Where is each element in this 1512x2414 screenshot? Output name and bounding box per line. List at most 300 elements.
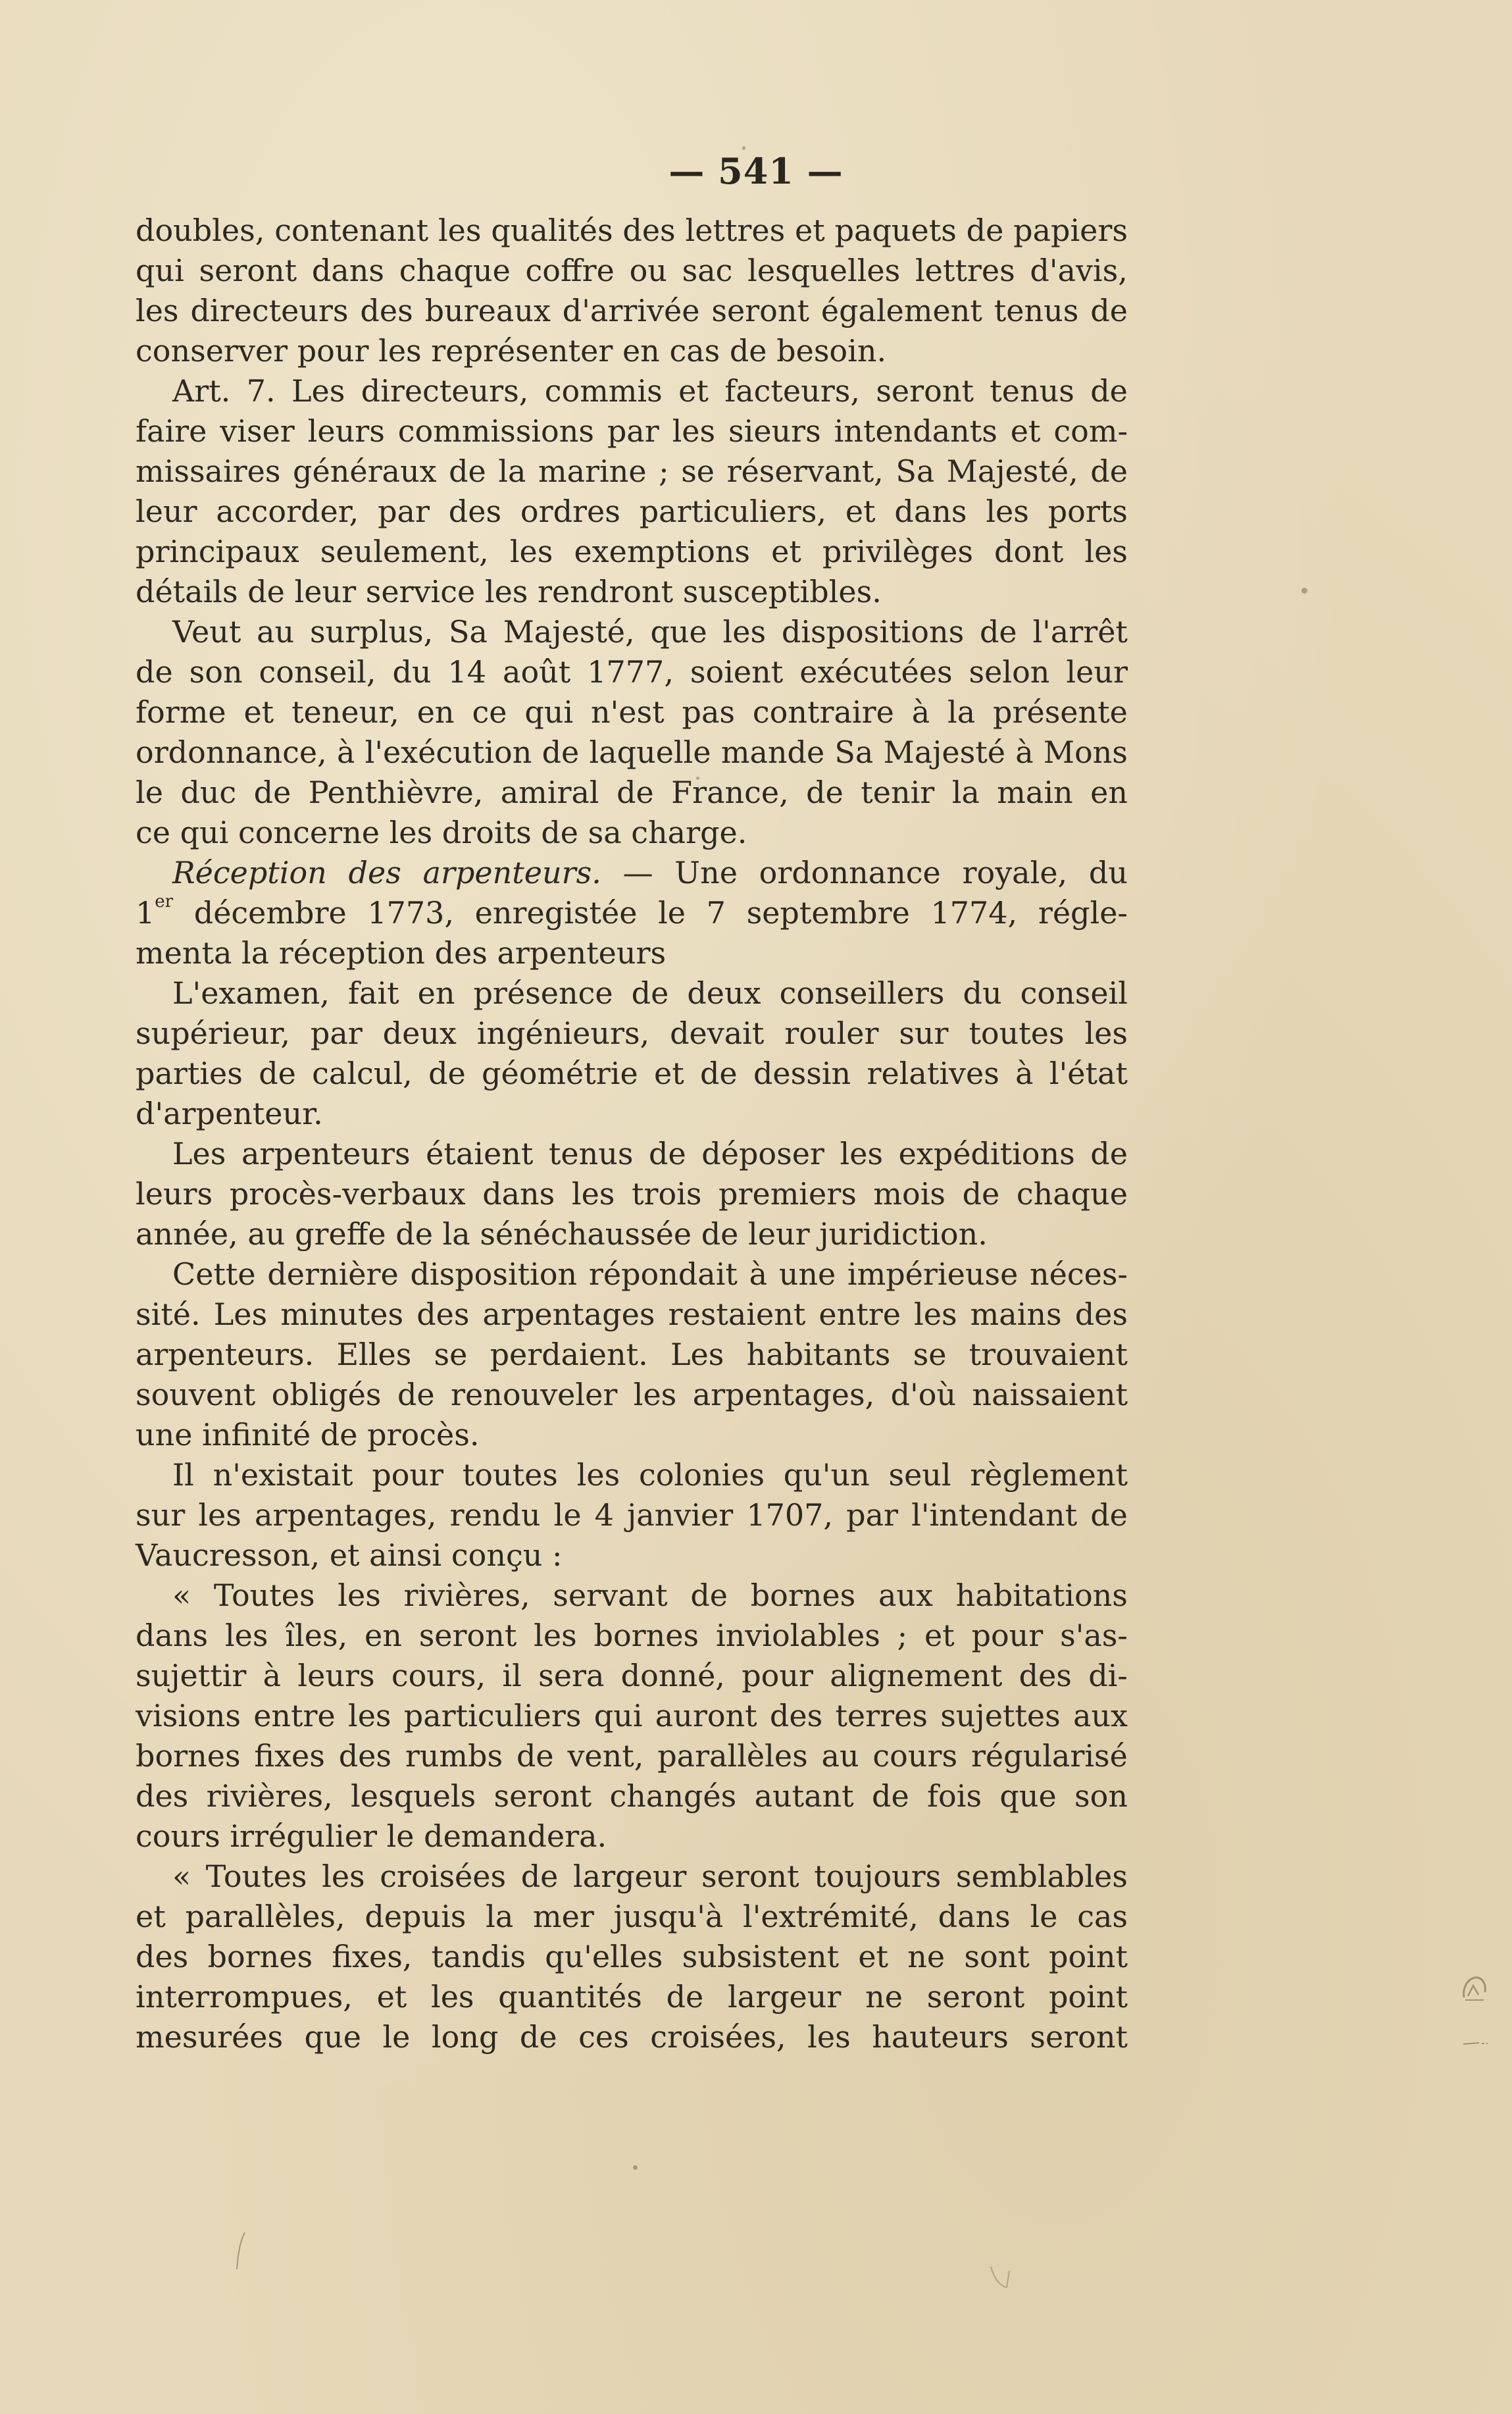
- word: cours,: [391, 1658, 486, 1693]
- text-line: [136, 251, 1128, 291]
- word: en: [417, 975, 455, 1011]
- word: procès-verbaux: [229, 1176, 466, 1212]
- word: leur: [748, 1216, 810, 1252]
- word: leur: [294, 574, 357, 609]
- text-line: [136, 813, 1128, 853]
- word: que: [650, 614, 707, 650]
- text-line: [136, 1696, 1128, 1736]
- text-line: [136, 973, 1128, 1014]
- word: une: [778, 1256, 836, 1292]
- word: missaires: [136, 453, 281, 489]
- word: de: [979, 614, 1017, 650]
- word: en: [416, 694, 455, 730]
- word: fait: [347, 975, 399, 1011]
- word: les: [378, 333, 422, 369]
- word: bornes: [593, 1618, 699, 1653]
- text-line: [136, 371, 1128, 411]
- word: marine: [538, 453, 647, 489]
- page-number: — 541 —: [668, 150, 844, 192]
- paper-speck: [633, 2165, 638, 2170]
- word: également: [820, 293, 982, 328]
- word: par: [310, 1015, 363, 1051]
- word: 1774,: [930, 895, 1018, 931]
- text-line: [136, 411, 1128, 451]
- text-line: [136, 451, 1128, 492]
- word: qui: [524, 694, 574, 730]
- word: habitations: [955, 1578, 1128, 1613]
- word: rumbs: [405, 1738, 503, 1774]
- word: ports: [1047, 494, 1128, 529]
- word: seront: [1030, 2019, 1128, 2055]
- word: d'avis,: [1030, 253, 1128, 288]
- word: toutes: [462, 1457, 558, 1493]
- word: —: [622, 855, 653, 890]
- word: l'état: [1049, 1056, 1128, 1091]
- word: pas: [682, 694, 735, 730]
- word: les: [1084, 1015, 1128, 1051]
- word: directeurs,: [361, 373, 529, 409]
- word: leurs: [297, 1658, 375, 1693]
- word: naissaient: [972, 1377, 1128, 1412]
- word: dernière: [267, 1256, 399, 1292]
- word: leur: [136, 494, 197, 529]
- word: leurs: [136, 1176, 213, 1212]
- word: Penthièvre,: [308, 775, 484, 810]
- word: de: [966, 213, 1004, 248]
- word: le: [136, 775, 163, 810]
- word: forme: [136, 694, 226, 730]
- word: et: [771, 534, 801, 569]
- text-line: [136, 211, 1128, 251]
- word: la: [498, 453, 526, 489]
- word: de: [1090, 453, 1128, 489]
- word: de: [1090, 293, 1128, 328]
- word: les: [840, 1136, 884, 1171]
- word: mois: [873, 1176, 946, 1212]
- word: croisées,: [650, 2019, 786, 2055]
- word: pour: [372, 1457, 444, 1493]
- text-line: [136, 331, 1128, 371]
- word: de: [395, 1216, 433, 1252]
- word: 1er: [136, 892, 174, 931]
- word: de: [631, 975, 669, 1011]
- word: bornes: [750, 1578, 856, 1613]
- word: le: [1030, 1899, 1058, 1934]
- word: Les: [213, 1297, 268, 1332]
- word: 7: [706, 895, 726, 931]
- word: de: [729, 333, 767, 369]
- word: en: [365, 1618, 402, 1653]
- word: conseillers: [779, 975, 945, 1011]
- word: des: [136, 1939, 189, 1974]
- word: seront: [199, 253, 297, 288]
- word: du: [392, 654, 432, 690]
- word: les: [534, 1618, 577, 1653]
- word: la: [947, 694, 976, 730]
- text-line: [136, 1535, 1128, 1576]
- word: 4: [594, 1497, 614, 1533]
- text-line: [136, 572, 1128, 612]
- word: cas: [669, 333, 720, 369]
- word: France,: [671, 775, 789, 810]
- word: directeurs: [190, 293, 349, 328]
- word: à: [1015, 734, 1034, 770]
- text-line: [136, 1857, 1128, 1897]
- word: de: [516, 1738, 554, 1774]
- word: tenus: [548, 1136, 634, 1171]
- word: ces: [578, 2019, 629, 2055]
- word: facteurs,: [724, 373, 860, 409]
- word: arpentages: [482, 1297, 655, 1332]
- word: rendront: [538, 574, 674, 609]
- word: point: [1048, 1979, 1128, 2015]
- word: présente: [993, 694, 1128, 730]
- word: deux: [687, 975, 761, 1011]
- word: trouvaient: [969, 1337, 1128, 1372]
- word: Il: [172, 1457, 194, 1493]
- word: ce: [472, 694, 507, 730]
- word: relatives: [867, 1056, 999, 1091]
- paper-speck: [1301, 588, 1307, 594]
- word: toujours: [814, 1859, 942, 1894]
- word: di-: [1088, 1658, 1128, 1693]
- word: de: [519, 2019, 557, 2055]
- word: l'intendant: [911, 1497, 1078, 1533]
- word: mande: [720, 734, 825, 770]
- word: d'où: [890, 1377, 957, 1412]
- word: Cette: [172, 1256, 256, 1292]
- word: ;: [897, 1618, 908, 1653]
- paper-scratch-icon: [987, 2264, 1013, 2290]
- word: seul: [888, 1457, 951, 1493]
- word: arpentages,: [692, 1377, 875, 1412]
- word: mer: [533, 1899, 594, 1934]
- word: rouler: [784, 1015, 879, 1051]
- word: menta: [136, 935, 232, 971]
- word: sur: [899, 1015, 949, 1051]
- word: premiers: [718, 1176, 857, 1212]
- word: demandera.: [424, 1818, 607, 1854]
- text-line: [136, 1656, 1128, 1696]
- word: de: [666, 1979, 704, 2015]
- word: intendants: [834, 413, 997, 449]
- text-line: [136, 1816, 1128, 1857]
- word: il: [502, 1658, 522, 1693]
- word: de: [806, 775, 844, 810]
- word: arpenteurs.: [136, 1337, 315, 1372]
- word: la: [951, 775, 980, 810]
- word: royale,: [962, 855, 1068, 890]
- word: de: [253, 775, 291, 810]
- word: des: [434, 935, 488, 971]
- word: et: [845, 494, 876, 529]
- word: tenus: [990, 373, 1074, 409]
- word: les: [224, 1618, 268, 1653]
- text-line: [136, 853, 1128, 893]
- text-line: [136, 732, 1128, 773]
- word: entre: [253, 1698, 336, 1733]
- word: de: [247, 574, 285, 609]
- word: îles,: [285, 1618, 348, 1653]
- word: entre: [819, 1297, 901, 1332]
- word: les: [914, 1297, 957, 1332]
- word: de: [1090, 1497, 1128, 1533]
- word: amiral: [500, 775, 599, 810]
- word: long: [431, 2019, 499, 2055]
- word: terres: [835, 1698, 928, 1733]
- text-line: [136, 1455, 1128, 1495]
- word: les: [431, 1979, 474, 2015]
- word: conseil,: [259, 654, 376, 690]
- word: en: [622, 333, 660, 369]
- word: une: [136, 1417, 193, 1452]
- word: des: [136, 1778, 189, 1814]
- word: Veut: [172, 614, 241, 650]
- word: fois: [927, 1778, 982, 1814]
- word: dans: [136, 1618, 209, 1653]
- word: changés: [609, 1778, 737, 1814]
- word: vent,: [567, 1738, 644, 1774]
- word: réservant,: [726, 453, 884, 489]
- word: sont: [964, 1939, 1030, 1974]
- word: se: [434, 1337, 468, 1372]
- word: fixes: [254, 1738, 325, 1774]
- word: Elles: [336, 1337, 412, 1372]
- word: ordonnance: [759, 855, 941, 890]
- word: juridiction.: [819, 1216, 988, 1252]
- word: greffe: [295, 1216, 386, 1252]
- word: et: [858, 1939, 889, 1974]
- body-text: [136, 211, 1128, 2057]
- word: tenus: [994, 293, 1079, 328]
- word: exécutées: [799, 654, 953, 690]
- word: selon: [969, 654, 1050, 690]
- word: des: [448, 494, 502, 529]
- word: à: [911, 694, 930, 730]
- word: de: [428, 1056, 466, 1091]
- word: et: [1010, 413, 1041, 449]
- word: au: [257, 614, 295, 650]
- text-line: [136, 1054, 1128, 1094]
- word: de: [520, 1859, 559, 1894]
- word: Les: [670, 1337, 724, 1372]
- word: interrompues,: [136, 1979, 353, 2015]
- word: son: [189, 654, 243, 690]
- word: janvier: [627, 1497, 734, 1533]
- word: devait: [670, 1015, 765, 1051]
- word: et: [136, 1899, 166, 1934]
- word: au: [821, 1738, 859, 1774]
- word: commissions: [397, 413, 594, 449]
- word: que: [304, 2019, 361, 2055]
- word: règlement: [970, 1457, 1128, 1493]
- word: Mons: [1043, 734, 1128, 770]
- word: ou: [629, 253, 667, 288]
- text-line: [136, 1014, 1128, 1054]
- word: étaient: [426, 1136, 534, 1171]
- word: alignement: [830, 1658, 1003, 1693]
- paper-scratch-icon: [234, 2231, 247, 2271]
- word: Toutes: [205, 1859, 307, 1894]
- word: cas: [1077, 1899, 1128, 1934]
- word: tandis: [431, 1939, 526, 1974]
- word: ne: [907, 1939, 945, 1974]
- word: régle-: [1038, 895, 1128, 931]
- text-line: [136, 1375, 1128, 1415]
- text-line: [136, 893, 1128, 933]
- word: «: [172, 1859, 191, 1894]
- word: seront: [493, 1778, 592, 1814]
- word: les: [438, 213, 482, 248]
- word: rivières,: [206, 1778, 333, 1814]
- word: souvent: [136, 1377, 256, 1412]
- text-line: [136, 2017, 1128, 2057]
- word: déposer: [701, 1136, 824, 1171]
- word: rivières,: [403, 1578, 530, 1613]
- text-line: [136, 532, 1128, 572]
- word: le: [553, 1497, 582, 1533]
- text-line: [136, 1335, 1128, 1375]
- word: la: [486, 1899, 514, 1934]
- word: que: [999, 1778, 1057, 1814]
- word: privilèges: [822, 534, 973, 569]
- text-line: [136, 1977, 1128, 2017]
- word: de: [320, 1417, 358, 1452]
- word: seront: [418, 1618, 517, 1653]
- word: chaque: [399, 253, 511, 288]
- word: Les: [172, 1136, 226, 1171]
- text-line: [136, 1776, 1128, 1816]
- word: contenant: [274, 213, 429, 248]
- word: et: [924, 1618, 955, 1653]
- word: susceptibles.: [682, 574, 882, 609]
- word: rendu: [449, 1497, 541, 1533]
- word: de: [649, 1136, 686, 1171]
- word: représenter: [431, 333, 613, 369]
- word: géométrie: [482, 1056, 638, 1091]
- word: généraux: [293, 453, 437, 489]
- word: sa: [588, 815, 622, 850]
- word: dans: [938, 1899, 1011, 1934]
- word: Les: [291, 373, 345, 409]
- word: seulement,: [320, 534, 489, 569]
- word: quantités: [498, 1979, 642, 2015]
- word: le: [386, 1818, 415, 1854]
- word: principaux: [136, 534, 299, 569]
- word: Sa: [834, 734, 874, 770]
- word: ;: [659, 453, 669, 489]
- word: Toutes: [213, 1578, 315, 1613]
- word: exemptions: [574, 534, 751, 569]
- word: à: [1015, 1056, 1034, 1091]
- word: infinité: [202, 1417, 311, 1452]
- word: dont: [994, 534, 1064, 569]
- word: les: [198, 1497, 241, 1533]
- word: 1707,: [746, 1497, 834, 1533]
- word: ne: [865, 1979, 903, 2015]
- word: impérieuse: [847, 1256, 1019, 1292]
- word: :: [551, 1537, 563, 1573]
- word: août: [503, 654, 571, 690]
- word: Vaucresson,: [136, 1537, 320, 1573]
- word: subsistent: [682, 1939, 840, 1974]
- word: tenir: [861, 775, 935, 810]
- word: les: [672, 413, 716, 449]
- word: les: [807, 2019, 851, 2055]
- text-line: [136, 1134, 1128, 1174]
- word: qui: [180, 815, 229, 850]
- word: commis: [544, 373, 663, 409]
- word: les: [1084, 534, 1128, 569]
- text-line: [136, 1415, 1128, 1455]
- word: se: [681, 453, 715, 489]
- word: L'examen,: [172, 975, 330, 1011]
- word: surplus,: [309, 614, 434, 650]
- word: ingénieurs,: [476, 1015, 650, 1051]
- word: son: [1074, 1778, 1128, 1814]
- word: du: [1088, 855, 1128, 890]
- word: qualités: [491, 213, 613, 248]
- word: com-: [1053, 413, 1128, 449]
- word: de: [962, 1176, 1000, 1212]
- word: dispositions: [781, 614, 965, 650]
- word: conçu: [451, 1537, 543, 1573]
- word: mesurées: [136, 2019, 284, 2055]
- word: le: [382, 2019, 411, 2055]
- word: arpentages,: [254, 1497, 437, 1533]
- word: les: [389, 815, 433, 850]
- word: lesquels: [351, 1778, 476, 1814]
- text-line: [136, 291, 1128, 331]
- word: au: [247, 1216, 286, 1252]
- word: arpenteurs.: [422, 855, 601, 890]
- word: Majesté,: [946, 453, 1078, 489]
- word: papiers: [1013, 213, 1128, 248]
- text-line: [136, 1897, 1128, 1937]
- word: depuis: [365, 1899, 466, 1934]
- paper-speck: [742, 146, 745, 150]
- word: 1773,: [367, 895, 455, 931]
- word: croisées: [380, 1859, 507, 1894]
- word: qui: [593, 1698, 643, 1733]
- word: les: [136, 293, 179, 328]
- word: bornes: [207, 1939, 313, 1974]
- word: l'extrémité,: [743, 1899, 919, 1934]
- word: des: [360, 293, 413, 328]
- word: leur: [1066, 654, 1128, 690]
- word: en: [1090, 775, 1128, 810]
- word: ce: [136, 815, 170, 850]
- word: et: [653, 1056, 684, 1091]
- word: des: [769, 1698, 823, 1733]
- word: supérieur,: [136, 1015, 291, 1051]
- word: paquets: [834, 213, 957, 248]
- word: les: [633, 1377, 677, 1412]
- word: n'existait: [213, 1457, 353, 1493]
- word: de: [449, 453, 486, 489]
- word: pour: [742, 1658, 813, 1693]
- margin-stamp-icon: [1457, 1971, 1492, 2005]
- word: Art.: [172, 373, 231, 409]
- word: pour: [971, 1618, 1044, 1653]
- word: de: [136, 654, 173, 690]
- word: bornes: [136, 1738, 241, 1774]
- text-line: [136, 692, 1128, 732]
- word: Une: [674, 855, 738, 890]
- word: seront: [711, 293, 809, 328]
- word: pour: [297, 333, 369, 369]
- word: 1777,: [587, 654, 674, 690]
